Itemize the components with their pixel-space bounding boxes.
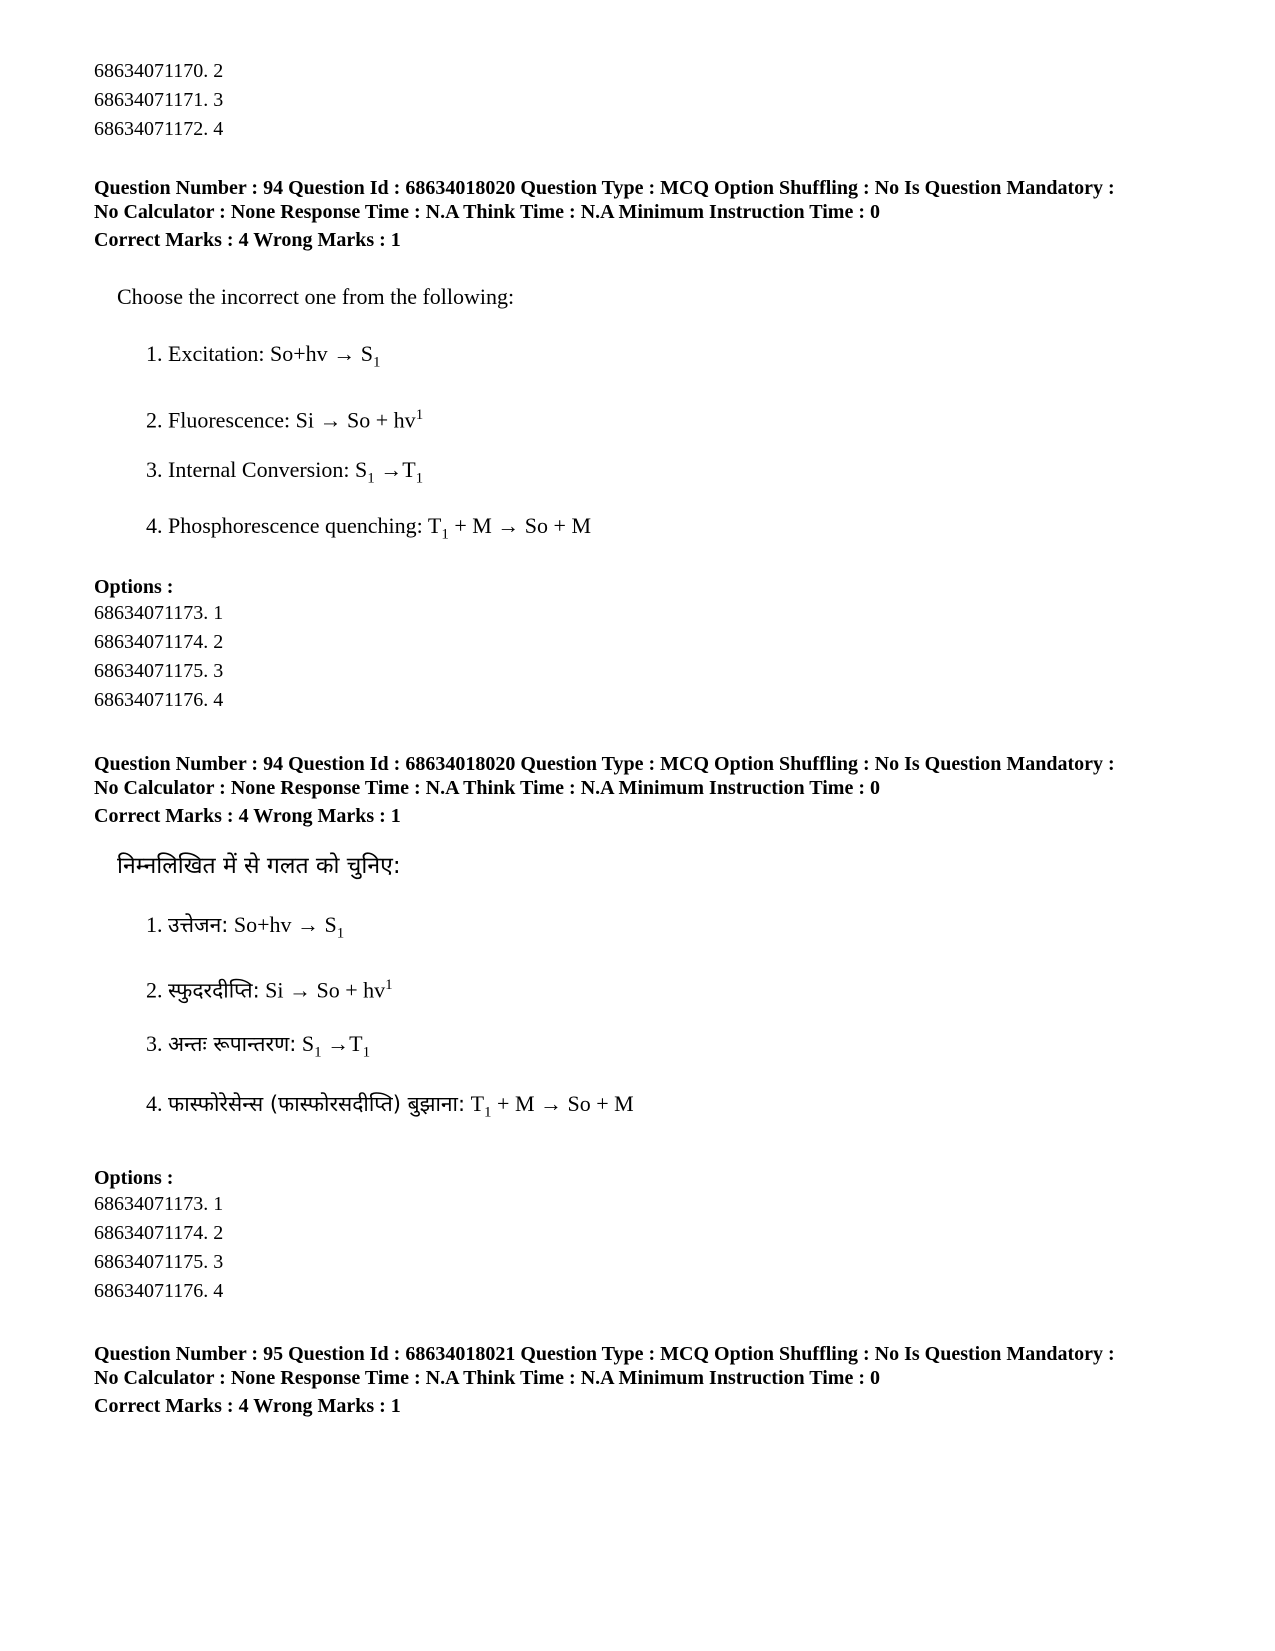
- question-item-2: 2. Fluorescence: $Si \to So + hv^1$: [146, 407, 424, 433]
- question-meta-line1: Question Number : 95 Question Id : 68634018021 Question Type : MCQ Option Shuffling : No Is Question Mandatory :: [94, 1343, 1115, 1365]
- option-line: 68634071176. 4: [94, 689, 224, 711]
- option-line: 68634071176. 4: [94, 1280, 224, 1302]
- question-item-1: 1. Excitation: $So+hv \to S_1$: [146, 341, 381, 371]
- options-q94-hi: [94, 1166, 223, 1306]
- question-meta-line2: No Calculator : None Response Time : N.A Think Time : N.A Minimum Instruction Time : 0: [94, 1367, 880, 1389]
- question-item-2: 2. स्फुदरदीप्ति: $Si \to So + hv^1$: [146, 977, 393, 1003]
- option-line: 68634071171. 3: [94, 89, 224, 111]
- question-meta-line2: No Calculator : None Response Time : N.A Think Time : N.A Minimum Instruction Time : 0: [94, 201, 880, 223]
- question-meta-line2: No Calculator : None Response Time : N.A Think Time : N.A Minimum Instruction Time : 0: [94, 777, 880, 799]
- question-header-q94-en: [94, 176, 1214, 252]
- options-label: Options :: [94, 576, 174, 598]
- question-item-4: 4. फास्फोरेसेन्स (फास्फोरसदीप्ति) बुझाना: $T_1 + M \to So + M$: [146, 1091, 634, 1121]
- question-item-4: 4. Phosphorescence quenching: $T_1 + M \to So + M$: [146, 513, 592, 543]
- option-line: 68634071173. 1: [94, 1193, 224, 1215]
- question-header-q95: [94, 1342, 1214, 1418]
- option-line: 68634071175. 3: [94, 660, 224, 682]
- previous-options-list: [94, 57, 223, 144]
- question-item-3: 3. Internal Conversion: $S_1 \to T_1$: [146, 457, 424, 487]
- question-meta-line1: Question Number : 94 Question Id : 68634018020 Question Type : MCQ Option Shuffling : No Is Question Mandatory :: [94, 753, 1115, 775]
- option-line: 68634071175. 3: [94, 1251, 224, 1273]
- option-line: 68634071174. 2: [94, 1222, 224, 1244]
- question-header-q94-hi: [94, 752, 1214, 828]
- option-line: 68634071172. 4: [94, 118, 224, 140]
- question-marks: Correct Marks : 4 Wrong Marks : 1: [94, 805, 401, 827]
- options-q94-en: [94, 575, 223, 715]
- option-line: 68634071174. 2: [94, 631, 224, 653]
- question-marks: Correct Marks : 4 Wrong Marks : 1: [94, 1395, 401, 1417]
- question-stem: निम्नलिखित में से गलत को चुनिए:: [117, 853, 401, 879]
- question-marks: Correct Marks : 4 Wrong Marks : 1: [94, 229, 401, 251]
- question-meta-line1: Question Number : 94 Question Id : 68634018020 Question Type : MCQ Option Shuffling : No Is Question Mandatory :: [94, 177, 1115, 199]
- option-line: 68634071170. 2: [94, 60, 224, 82]
- question-stem: Choose the incorrect one from the following:: [117, 284, 515, 309]
- question-item-1: 1. उत्तेजन: $So+hv \to S_1$: [146, 912, 345, 942]
- question-item-3: 3. अन्तः रूपान्तरण: $S_1 \to T_1$: [146, 1031, 371, 1061]
- options-label: Options :: [94, 1167, 174, 1189]
- option-line: 68634071173. 1: [94, 602, 224, 624]
